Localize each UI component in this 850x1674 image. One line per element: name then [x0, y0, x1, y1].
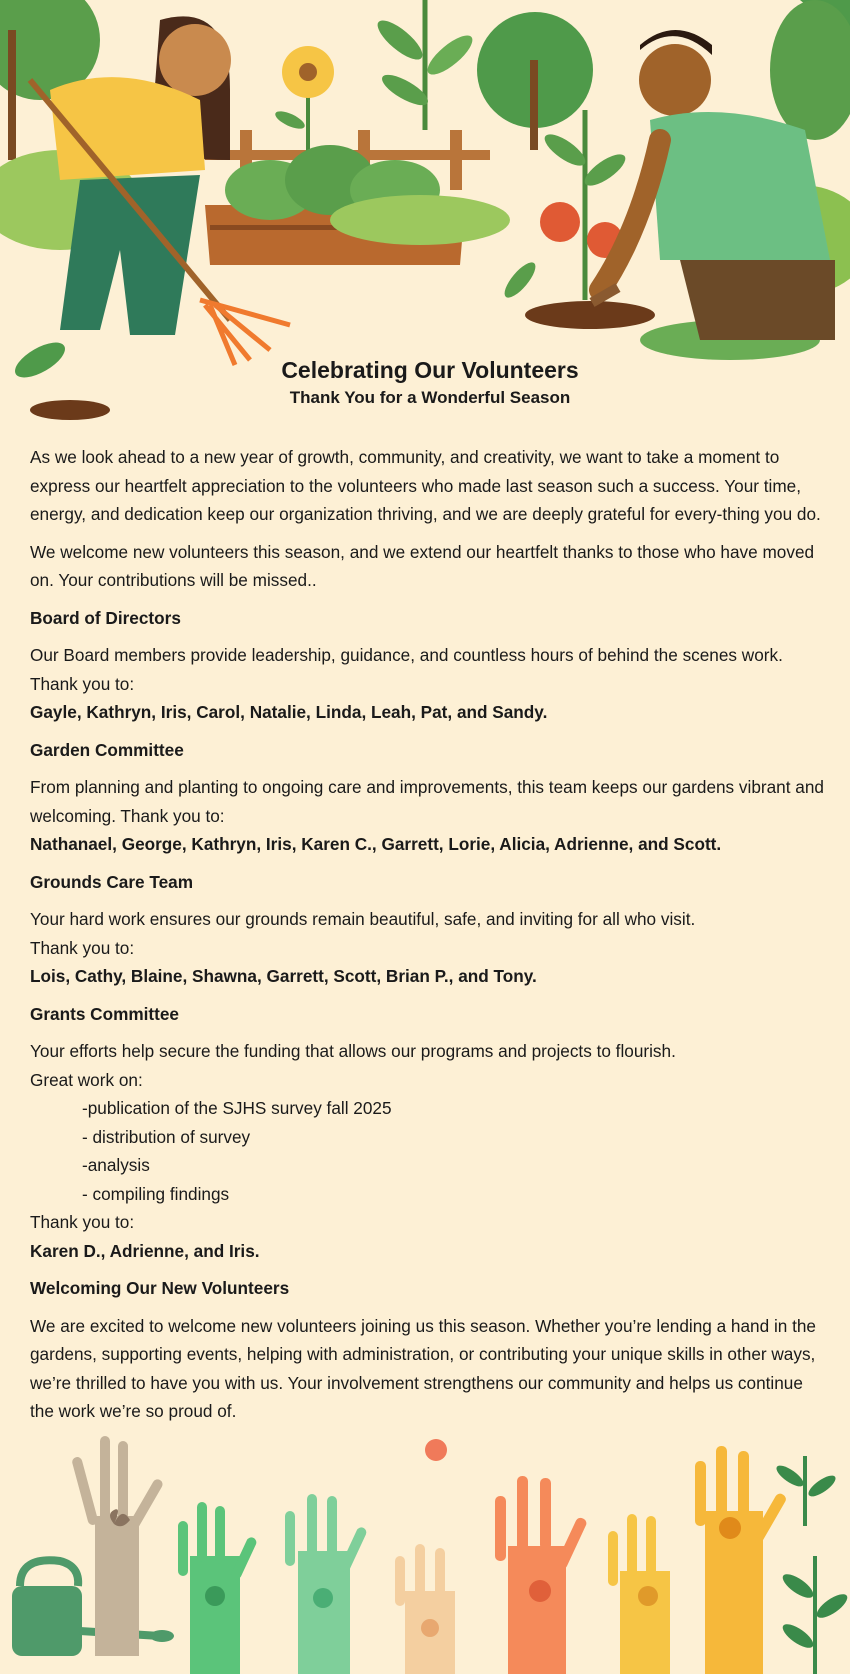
raised-hand-icon: [178, 1502, 258, 1674]
grants-thanks: Thank you to:: [30, 1212, 135, 1232]
page-subtitle: Thank You for a Wonderful Season: [289, 388, 571, 407]
intro-paragraph-2: We welcome new volunteers this season, and we extend our heartfelt thanks to those who have moved on. Your contributions will be missed..: [30, 541, 815, 590]
raised-hand-icon: [608, 1514, 670, 1674]
raised-hand-icon: [695, 1446, 788, 1674]
watering-can-icon: [12, 1560, 174, 1656]
plant-icon: [773, 1456, 850, 1674]
garden-names: Nathanael, George, Kathryn, Iris, Karen C., Garrett, Lorie, Alicia, Adrienne, and Scott.: [30, 834, 722, 854]
hands-illustration: [0, 1436, 850, 1674]
grants-item: -analysis: [82, 1155, 150, 1175]
grounds-text: Your hard work ensures our grounds remain beautiful, safe, and inviting for all who visit.: [30, 909, 696, 929]
grounds-thanks: Thank you to:: [30, 937, 135, 958]
page-titles: [0, 354, 850, 410]
raised-hand-icon: [395, 1439, 455, 1674]
grants-text: Your efforts help secure the funding that allows our programs and projects to flourish.: [30, 1041, 676, 1061]
grants-heading: Grants Committee: [30, 1003, 179, 1024]
board-text: Our Board members provide leadership, guidance, and countless hours of behind the scenes work.: [30, 645, 783, 665]
newsletter-body: [30, 443, 830, 1435]
welcome-heading: Welcoming Our New Volunteers: [30, 1278, 290, 1298]
grants-names: Karen D., Adrienne, and Iris.: [30, 1240, 260, 1261]
grants-item: - compiling findings: [82, 1183, 230, 1204]
grounds-names: Lois, Cathy, Blaine, Shawna, Garrett, Scott, Brian P., and Tony.: [30, 966, 537, 986]
grants-item: - distribution of survey: [82, 1126, 251, 1147]
garden-text: From planning and planting to ongoing care and improvements, this team keeps our gardens vibrant and welcoming. Thank you to:: [30, 777, 824, 826]
board-heading: Board of Directors: [30, 607, 181, 628]
page-title: Celebrating Our Volunteers: [281, 357, 579, 383]
raised-hand-icon: [285, 1494, 368, 1674]
grants-work: Great work on:: [30, 1069, 143, 1090]
board-thanks: Thank you to:: [30, 673, 135, 694]
board-names: Gayle, Kathryn, Iris, Carol, Natalie, Linda, Leah, Pat, and Sandy.: [30, 702, 548, 722]
intro-paragraph-1: As we look ahead to a new year of growth, community, and creativity, we want to take a moment to express our heartfelt appreciation to the volunteers who made last season such a success. Your time, energy, and dedication keep our organization thriving, and we are deeply grateful for every-thing you do.: [30, 447, 821, 524]
garden-heading: Garden Committee: [30, 739, 184, 760]
grants-item: -publication of the SJHS survey fall 2025: [82, 1098, 392, 1118]
raised-hand-icon: [495, 1476, 588, 1674]
raised-hand-icon: [71, 1436, 164, 1656]
welcome-text: We are excited to welcome new volunteers joining us this season. Whether you’re lending a hand in the gardens, supporting events, helping with administration, or contributing your unique skills in other ways, we’re thrilled to have you with us. Your involvement strengthens our community and helps us continue the work we’re so proud of.: [30, 1315, 816, 1421]
grounds-heading: Grounds Care Team: [30, 871, 194, 892]
